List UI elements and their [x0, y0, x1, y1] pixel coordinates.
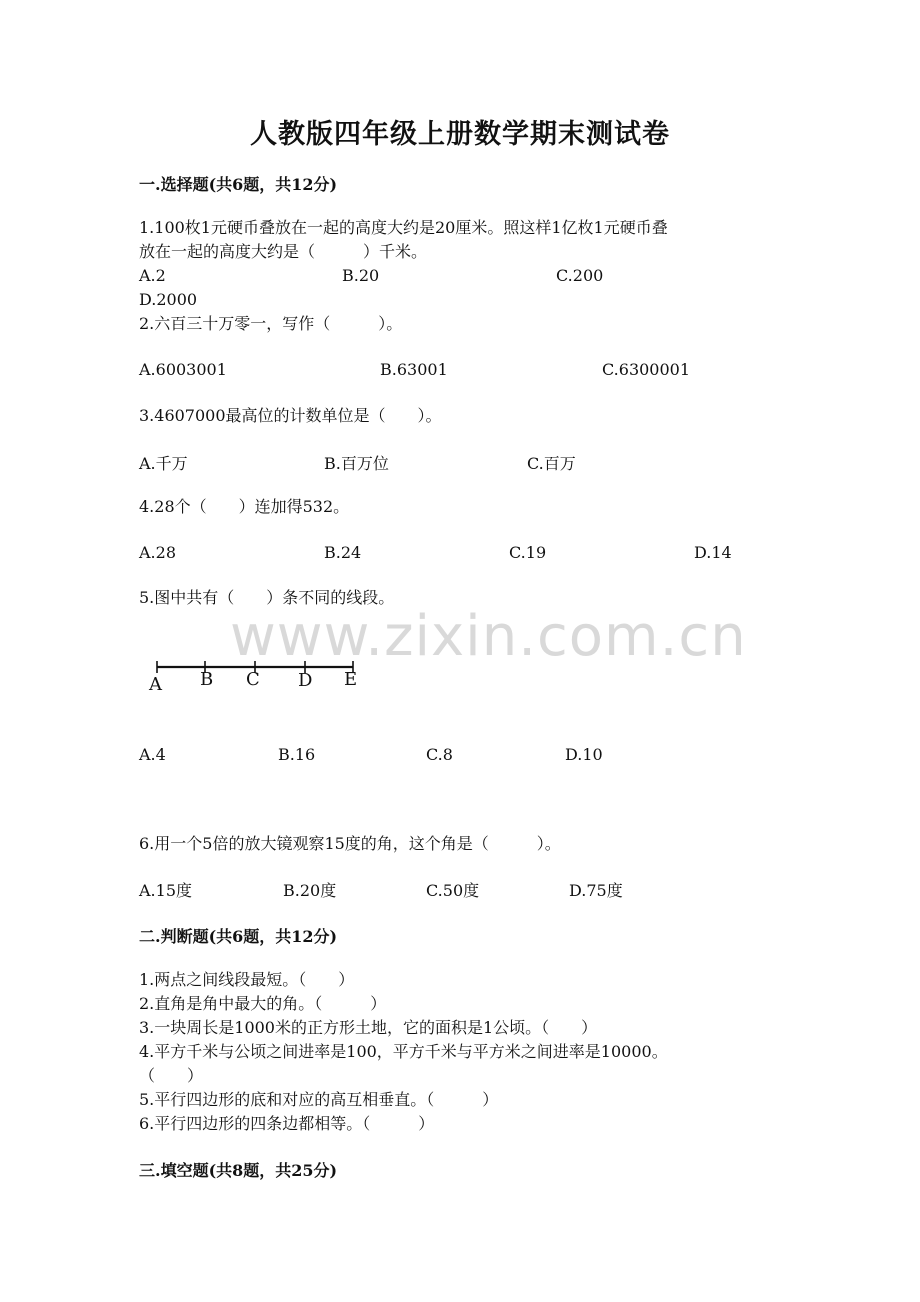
page-title: 人教版四年级上册数学期末测试卷 — [250, 119, 670, 150]
judgement-item-4-bracket: （ ） — [139, 1066, 204, 1085]
judgement-item-6: 6.平行四边形的四条边都相等。（ ） — [139, 1114, 435, 1133]
question-1-line-2: 放在一起的高度大约是（ ）千米。 — [139, 242, 428, 261]
q4-option-d: D.14 — [694, 543, 732, 562]
question-6: 6.用一个5倍的放大镜观察15度的角，这个角是（ ）。 — [139, 834, 561, 853]
q1-option-c: C.200 — [556, 266, 604, 285]
q6-option-a: A.15度 — [139, 881, 193, 900]
q2-option-c: C.6300001 — [602, 360, 691, 379]
question-4: 4.28个（ ）连加得532。 — [139, 497, 350, 516]
q1-option-b: B.20 — [342, 266, 380, 285]
point-label-c: C — [246, 669, 260, 690]
q3-option-c: C.百万 — [527, 454, 576, 473]
q1-option-a: A.2 — [139, 266, 166, 285]
line-segment-figure — [145, 656, 375, 696]
q6-option-d: D.75度 — [569, 881, 623, 900]
point-label-b: B — [200, 669, 214, 690]
question-2: 2.六百三十万零一，写作（ ）。 — [139, 314, 403, 333]
q5-option-d: D.10 — [565, 745, 603, 764]
point-label-e: E — [344, 669, 358, 690]
judgement-item-2: 2.直角是角中最大的角。（ ） — [139, 994, 387, 1013]
question-1-line-1: 1.100枚1元硬币叠放在一起的高度大约是20厘米。照这样1亿枚1元硬币叠 — [139, 218, 668, 237]
point-label-d: D — [298, 670, 313, 691]
q2-option-a: A.6003001 — [139, 360, 227, 379]
point-label-a: A — [149, 674, 162, 695]
q4-option-b: B.24 — [324, 543, 362, 562]
judgement-item-5: 5.平行四边形的底和对应的高互相垂直。（ ） — [139, 1090, 499, 1109]
q5-option-b: B.16 — [278, 745, 316, 764]
question-3: 3.4607000最高位的计数单位是（ ）。 — [139, 406, 442, 425]
q5-option-a: A.4 — [139, 745, 166, 764]
q4-option-a: A.28 — [139, 543, 176, 562]
judgement-item-1: 1.两点之间线段最短。（ ） — [139, 970, 355, 989]
q6-option-c: C.50度 — [426, 881, 480, 900]
section-heading-choice: 一.选择题(共6题，共12分) — [139, 175, 338, 194]
section-heading-fill-blank: 三.填空题(共8题，共25分) — [139, 1161, 338, 1180]
section-heading-judgement: 二.判断题(共6题，共12分) — [139, 927, 338, 946]
q4-option-c: C.19 — [509, 543, 547, 562]
watermark: www.zixin.com.cn — [230, 604, 747, 669]
judgement-item-3: 3.一块周长是1000米的正方形土地，它的面积是1公顷。（ ） — [139, 1018, 598, 1037]
q3-option-b: B.百万位 — [324, 454, 389, 473]
q1-option-d: D.2000 — [139, 290, 198, 309]
q5-option-c: C.8 — [426, 745, 453, 764]
q6-option-b: B.20度 — [283, 881, 337, 900]
question-5: 5.图中共有（ ）条不同的线段。 — [139, 588, 395, 607]
q2-option-b: B.63001 — [380, 360, 448, 379]
judgement-item-4: 4.平方千米与公顷之间进率是100，平方千米与平方米之间进率是10000。 — [139, 1042, 668, 1061]
q3-option-a: A.千万 — [139, 454, 188, 473]
